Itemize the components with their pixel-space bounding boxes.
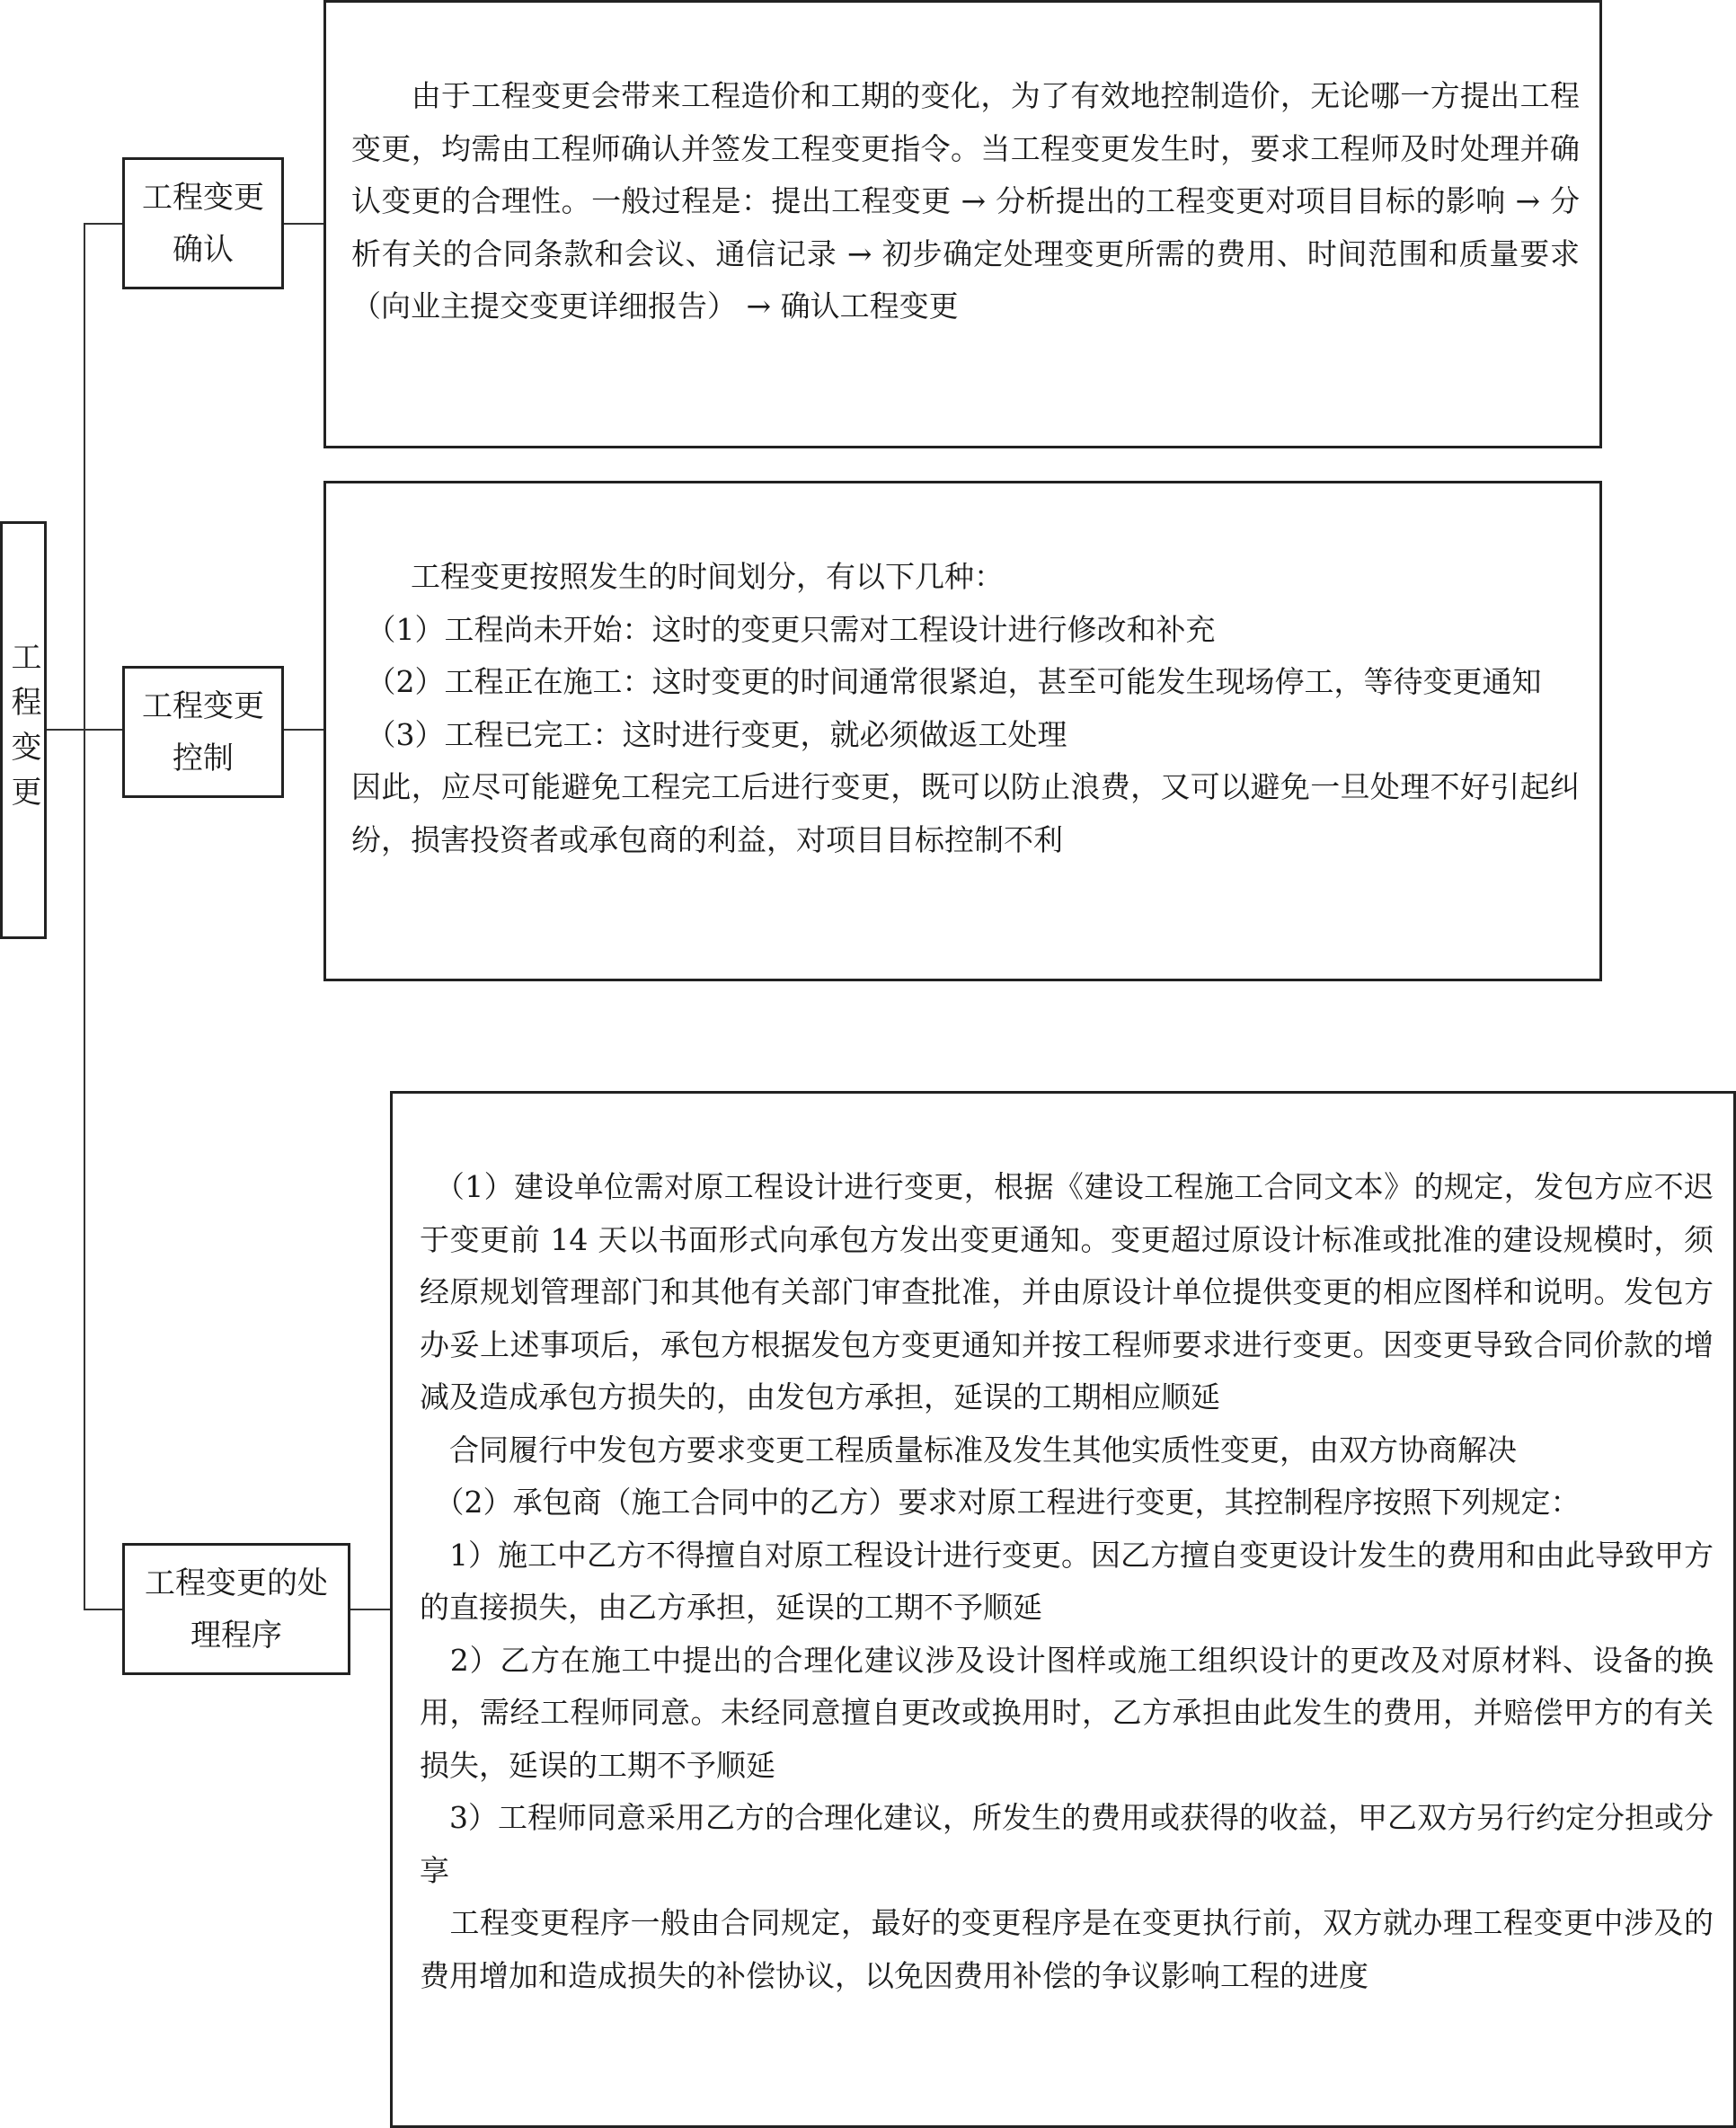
content-paragraph: 合同履行中发包方要求变更工程质量标准及发生其他实质性变更，由双方协商解决 (420, 1432, 1517, 1467)
connector-trunk-to-branch-2 (84, 729, 123, 731)
content-paragraph: （2）工程正在施工：这时变更的时间通常很紧迫，甚至可能发生现场停工，等待变更通知 (351, 664, 1542, 699)
content-box-procedure (390, 1091, 1736, 2128)
connector-branch-3-to-content (349, 1609, 392, 1610)
content-paragraph: 由于工程变更会带来工程造价和工期的变化，为了有效地控制造价，无论哪一方提出工程变更，均需由工程师确认并签发工程变更指令。当工程变更发生时，要求工程师及时处理并确认变更的合理性。一般过程是：提出工程变更 → 分析提出的工程变更对项目目标的影响 → 分析有关的合同条款和会议、通信记录 → 初步确定处理变更所需的费用、时间范围和质量要求（向业主提交变更详细报告） → 确认工程变更 (351, 78, 1580, 324)
connector-trunk (84, 223, 85, 1610)
branch-label-confirmation (122, 157, 284, 289)
branch-label-text: 工程变更确认 (142, 179, 264, 268)
branch-label-text: 工程变更控制 (142, 687, 264, 776)
branch-label-procedure (122, 1543, 350, 1675)
content-paragraph: 2）乙方在施工中提出的合理化建议涉及设计图样或施工组织设计的更改及对原材料、设备的换用，需经工程师同意。未经同意擅自更改或换用时，乙方承担由此发生的费用，并赔偿甲方的有关损失，延误的工期不予顺延 (420, 1642, 1714, 1783)
connector-branch-2-to-content (282, 729, 325, 731)
content-paragraph: 3）工程师同意采用乙方的合理化建议，所发生的费用或获得的收益，甲乙双方另行约定分担或分享 (420, 1800, 1714, 1888)
content-box-confirmation (323, 0, 1602, 448)
root-node (0, 521, 47, 939)
connector-trunk-to-branch-1 (84, 223, 123, 225)
connector-root-to-trunk (45, 729, 84, 731)
content-box-control (323, 481, 1602, 981)
content-paragraph: 1）施工中乙方不得擅自对原工程设计进行变更。因乙方擅自变更设计发生的费用和由此导致甲方的直接损失，由乙方承担，延误的工期不予顺延 (420, 1537, 1714, 1625)
branch-label-text: 工程变更的处理程序 (145, 1565, 328, 1654)
content-paragraph: 工程变更程序一般由合同规定，最好的变更程序是在变更执行前，双方就办理工程变更中涉及的费用增加和造成损失的补偿协议，以免因费用补偿的争议影响工程的进度 (420, 1905, 1714, 1993)
content-paragraph: （3）工程已完工：这时进行变更，就必须做返工处理 (351, 716, 1067, 752)
connector-branch-1-to-content (282, 223, 325, 225)
content-paragraph: （2）承包商（施工合同中的乙方）要求对原工程进行变更，其控制程序按照下列规定： (420, 1485, 1581, 1520)
connector-trunk-to-branch-3 (84, 1609, 123, 1610)
branch-label-control (122, 666, 284, 798)
content-paragraph: 工程变更按照发生的时间划分，有以下几种： (351, 559, 1004, 594)
content-paragraph: （1）建设单位需对原工程设计进行变更，根据《建设工程施工合同文本》的规定，发包方应不迟于变更前 14 天以书面形式向承包方发出变更通知。变更超过原设计标准或批准的建设规模时，须经原规划管理部门和其他有关部门审查批准，并由原设计单位提供变更的相应图样和说明。发包方办妥上述事项后，承包方根据发包方变更通知并按工程师要求进行变更。因变更导致合同价款的增减及造成承包方损失的，由发包方承担，延误的工期相应顺延 (420, 1169, 1714, 1414)
root-label: 工程变更 (5, 640, 41, 820)
content-paragraph: （1）工程尚未开始：这时的变更只需对工程设计进行修改和补充 (351, 611, 1216, 647)
content-paragraph: 因此，应尽可能避免工程完工后进行变更，既可以防止浪费，又可以避免一旦处理不好引起纠纷，损害投资者或承包商的利益，对项目目标控制不利 (351, 769, 1580, 857)
